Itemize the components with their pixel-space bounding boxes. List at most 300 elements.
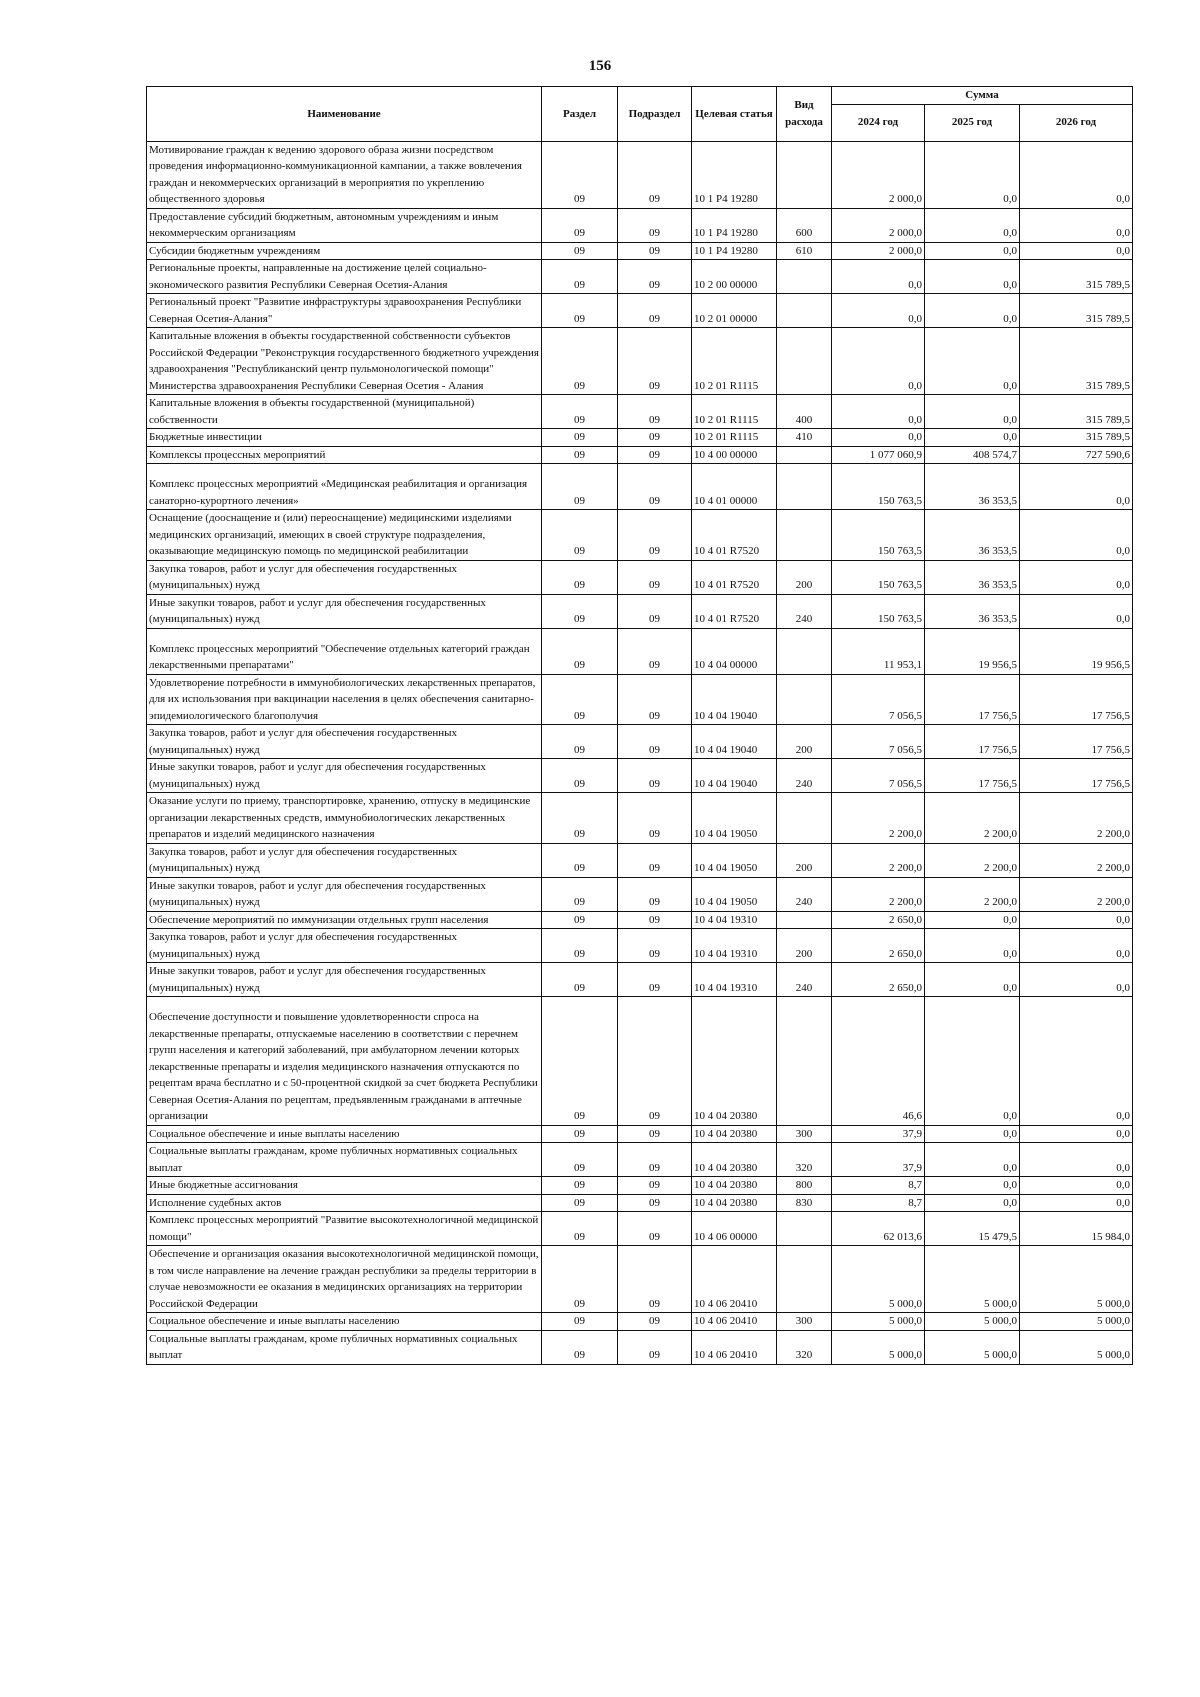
table-row: [147, 1212, 1133, 1246]
row-razdel: 09: [542, 1313, 618, 1331]
row-2024: 62 013,6: [832, 1212, 925, 1246]
row-2024: 0,0: [832, 294, 925, 328]
table-row: [147, 328, 1133, 395]
row-name: Закупка товаров, работ и услуг для обеспечения государственных (муниципальных) нужд: [147, 725, 542, 759]
row-2024: 8,7: [832, 1177, 925, 1195]
row-podrazdel: 09: [618, 1313, 692, 1331]
table-row: [147, 594, 1133, 628]
row-2025: 15 479,5: [925, 1212, 1020, 1246]
table-row: [147, 1313, 1133, 1331]
row-2026: 5 000,0: [1020, 1246, 1133, 1313]
row-razdel: 09: [542, 674, 618, 725]
row-2024: 150 763,5: [832, 560, 925, 594]
row-razdel: 09: [542, 1125, 618, 1143]
row-article: 10 4 04 19040: [692, 759, 777, 793]
row-razdel: 09: [542, 141, 618, 208]
row-article: 10 1 Р4 19280: [692, 141, 777, 208]
row-2024: 0,0: [832, 260, 925, 294]
row-vid: [777, 997, 832, 1126]
row-article: 10 4 04 20380: [692, 1177, 777, 1195]
row-podrazdel: 09: [618, 1330, 692, 1364]
row-2024: 2 200,0: [832, 877, 925, 911]
row-2025: 0,0: [925, 963, 1020, 997]
row-2024: 7 056,5: [832, 759, 925, 793]
row-2026: 0,0: [1020, 997, 1133, 1126]
row-article: 10 2 01 00000: [692, 294, 777, 328]
row-vid: 240: [777, 877, 832, 911]
row-2026: 2 200,0: [1020, 843, 1133, 877]
row-2025: 17 756,5: [925, 674, 1020, 725]
row-vid: [777, 674, 832, 725]
table-row: [147, 260, 1133, 294]
row-2024: 150 763,5: [832, 510, 925, 561]
row-name: Оказание услуги по приему, транспортировке, хранению, отпуску в медицинские организации лекарственных средств, иммунобиологических лекарственных препаратов и изделий медицинского назначения: [147, 793, 542, 844]
row-podrazdel: 09: [618, 294, 692, 328]
table-row: [147, 1194, 1133, 1212]
row-razdel: 09: [542, 294, 618, 328]
row-podrazdel: 09: [618, 208, 692, 242]
row-vid: [777, 510, 832, 561]
row-2025: 0,0: [925, 1125, 1020, 1143]
row-name: Иные закупки товаров, работ и услуг для обеспечения государственных (муниципальных) нужд: [147, 759, 542, 793]
row-vid: [777, 260, 832, 294]
row-vid: 320: [777, 1143, 832, 1177]
row-name: Комплекс процессных мероприятий "Обеспечение отдельных категорий граждан лекарственными препаратами": [147, 628, 542, 674]
row-2026: 315 789,5: [1020, 395, 1133, 429]
row-vid: 300: [777, 1313, 832, 1331]
row-name: Закупка товаров, работ и услуг для обеспечения государственных (муниципальных) нужд: [147, 843, 542, 877]
row-vid: 600: [777, 208, 832, 242]
row-name: Обеспечение доступности и повышение удовлетворенности спроса на лекарственные препараты, отпускаемые населению в соответствии с перечнем групп населения и категорий заболеваний, при амбулаторном лечении которых лекарственные препараты и изделия медицинского назначения отпускаются по рецептам врача бесплатно и с 50-процентной скидкой за счет бюджета Республики Северная Осетия-Алания по рецептам, предъявленным гражданами в аптечные организации: [147, 997, 542, 1126]
row-razdel: 09: [542, 1143, 618, 1177]
row-vid: 300: [777, 1125, 832, 1143]
budget-table: [146, 86, 1133, 1365]
table-row: [147, 759, 1133, 793]
row-vid: 200: [777, 929, 832, 963]
row-razdel: 09: [542, 759, 618, 793]
table-row: [147, 793, 1133, 844]
row-2025: 0,0: [925, 429, 1020, 447]
row-name: Региональные проекты, направленные на достижение целей социально-экономического развития Республики Северная Осетия-Алания: [147, 260, 542, 294]
row-2025: 5 000,0: [925, 1330, 1020, 1364]
row-podrazdel: 09: [618, 1177, 692, 1195]
row-article: 10 4 04 19310: [692, 963, 777, 997]
row-2024: 5 000,0: [832, 1313, 925, 1331]
row-article: 10 1 Р4 19280: [692, 208, 777, 242]
row-2026: 0,0: [1020, 242, 1133, 260]
page-number: 156: [588, 58, 612, 74]
row-vid: [777, 328, 832, 395]
row-2025: 17 756,5: [925, 725, 1020, 759]
header-razdel: Раздел: [542, 87, 618, 142]
row-article: 10 4 06 20410: [692, 1313, 777, 1331]
row-razdel: 09: [542, 725, 618, 759]
row-2026: 2 200,0: [1020, 793, 1133, 844]
row-name: Обеспечение мероприятий по иммунизации отдельных групп населения: [147, 911, 542, 929]
row-vid: 240: [777, 759, 832, 793]
row-2024: 5 000,0: [832, 1330, 925, 1364]
table-row: [147, 1177, 1133, 1195]
row-podrazdel: 09: [618, 464, 692, 510]
row-podrazdel: 09: [618, 328, 692, 395]
row-razdel: 09: [542, 997, 618, 1126]
row-2024: 37,9: [832, 1143, 925, 1177]
row-name: Удовлетворение потребности в иммунобиологических лекарственных препаратов, для их использования при вакцинации населения в целях обеспечения санитарно-эпидемиологического благополучия: [147, 674, 542, 725]
row-2024: 37,9: [832, 1125, 925, 1143]
row-article: 10 4 04 19310: [692, 929, 777, 963]
table-row: [147, 429, 1133, 447]
row-podrazdel: 09: [618, 429, 692, 447]
row-2025: 36 353,5: [925, 464, 1020, 510]
row-2026: 0,0: [1020, 1194, 1133, 1212]
table-row: [147, 510, 1133, 561]
row-2025: 0,0: [925, 1194, 1020, 1212]
row-2026: 0,0: [1020, 1125, 1133, 1143]
row-name: Закупка товаров, работ и услуг для обеспечения государственных (муниципальных) нужд: [147, 560, 542, 594]
row-podrazdel: 09: [618, 628, 692, 674]
header-sum: Сумма: [832, 87, 1133, 105]
row-vid: 200: [777, 560, 832, 594]
row-razdel: 09: [542, 560, 618, 594]
row-razdel: 09: [542, 429, 618, 447]
row-2024: 2 650,0: [832, 963, 925, 997]
row-name: Комплексы процессных мероприятий: [147, 446, 542, 464]
header-podrazdel: Подраздел: [618, 87, 692, 142]
row-podrazdel: 09: [618, 260, 692, 294]
row-2024: 2 000,0: [832, 242, 925, 260]
row-vid: [777, 141, 832, 208]
row-razdel: 09: [542, 1177, 618, 1195]
row-name: Бюджетные инвестиции: [147, 429, 542, 447]
header-vid: Вид расхода: [777, 87, 832, 142]
table-row: [147, 395, 1133, 429]
table-row: [147, 242, 1133, 260]
row-article: 10 4 06 20410: [692, 1330, 777, 1364]
table-header: [147, 87, 1133, 142]
row-name: Комплекс процессных мероприятий "Развитие высокотехнологичной медицинской помощи": [147, 1212, 542, 1246]
row-2026: 727 590,6: [1020, 446, 1133, 464]
row-article: 10 4 04 00000: [692, 628, 777, 674]
row-article: 10 4 00 00000: [692, 446, 777, 464]
row-podrazdel: 09: [618, 594, 692, 628]
row-podrazdel: 09: [618, 963, 692, 997]
row-razdel: 09: [542, 208, 618, 242]
row-2024: 0,0: [832, 429, 925, 447]
row-podrazdel: 09: [618, 141, 692, 208]
row-vid: 240: [777, 963, 832, 997]
row-2025: 0,0: [925, 1177, 1020, 1195]
row-name: Предоставление субсидий бюджетным, автономным учреждениям и иным некоммерческим организациям: [147, 208, 542, 242]
row-2026: 15 984,0: [1020, 1212, 1133, 1246]
row-razdel: 09: [542, 464, 618, 510]
row-razdel: 09: [542, 929, 618, 963]
row-name: Социальные выплаты гражданам, кроме публичных нормативных социальных выплат: [147, 1143, 542, 1177]
row-vid: 200: [777, 725, 832, 759]
table-body: [147, 141, 1133, 1364]
row-podrazdel: 09: [618, 560, 692, 594]
row-2025: 408 574,7: [925, 446, 1020, 464]
row-2024: 0,0: [832, 395, 925, 429]
row-article: 10 4 01 R7520: [692, 560, 777, 594]
row-podrazdel: 09: [618, 843, 692, 877]
row-vid: 410: [777, 429, 832, 447]
row-podrazdel: 09: [618, 759, 692, 793]
row-vid: [777, 793, 832, 844]
row-2025: 5 000,0: [925, 1246, 1020, 1313]
row-2026: 17 756,5: [1020, 759, 1133, 793]
table-row: [147, 843, 1133, 877]
table-row: [147, 208, 1133, 242]
row-2025: 36 353,5: [925, 594, 1020, 628]
row-2026: 0,0: [1020, 510, 1133, 561]
row-2025: 0,0: [925, 260, 1020, 294]
table-row: [147, 997, 1133, 1126]
row-podrazdel: 09: [618, 446, 692, 464]
row-2025: 2 200,0: [925, 793, 1020, 844]
row-2026: 0,0: [1020, 594, 1133, 628]
row-razdel: 09: [542, 877, 618, 911]
row-article: 10 4 04 19040: [692, 674, 777, 725]
table-row: [147, 141, 1133, 208]
row-article: 10 4 04 20380: [692, 1143, 777, 1177]
table-row: [147, 1143, 1133, 1177]
row-razdel: 09: [542, 395, 618, 429]
header-2026: 2026 год: [1020, 104, 1133, 141]
row-podrazdel: 09: [618, 793, 692, 844]
row-2026: 0,0: [1020, 464, 1133, 510]
row-2024: 11 953,1: [832, 628, 925, 674]
table-row: [147, 1246, 1133, 1313]
row-vid: 610: [777, 242, 832, 260]
row-razdel: 09: [542, 963, 618, 997]
row-podrazdel: 09: [618, 1125, 692, 1143]
row-razdel: 09: [542, 793, 618, 844]
row-2025: 19 956,5: [925, 628, 1020, 674]
row-2025: 0,0: [925, 1143, 1020, 1177]
row-razdel: 09: [542, 1246, 618, 1313]
row-razdel: 09: [542, 911, 618, 929]
row-2025: 0,0: [925, 294, 1020, 328]
row-razdel: 09: [542, 1194, 618, 1212]
row-2025: 0,0: [925, 141, 1020, 208]
row-2024: 2 000,0: [832, 208, 925, 242]
row-vid: 800: [777, 1177, 832, 1195]
row-name: Оснащение (дооснащение и (или) переоснащение) медицинскими изделиями медицинских организаций, имеющих в своей структуре подразделения, оказывающие медицинскую помощь по медицинской реабилитации: [147, 510, 542, 561]
row-2025: 2 200,0: [925, 877, 1020, 911]
row-vid: [777, 446, 832, 464]
row-razdel: 09: [542, 242, 618, 260]
table-row: [147, 725, 1133, 759]
row-podrazdel: 09: [618, 674, 692, 725]
row-name: Социальное обеспечение и иные выплаты населению: [147, 1125, 542, 1143]
row-article: 10 4 04 19040: [692, 725, 777, 759]
row-2026: 0,0: [1020, 911, 1133, 929]
row-2026: 5 000,0: [1020, 1313, 1133, 1331]
row-2024: 7 056,5: [832, 674, 925, 725]
table-row: [147, 628, 1133, 674]
row-article: 10 4 01 00000: [692, 464, 777, 510]
row-razdel: 09: [542, 1212, 618, 1246]
table-row: [147, 1330, 1133, 1364]
row-podrazdel: 09: [618, 242, 692, 260]
row-2026: 315 789,5: [1020, 260, 1133, 294]
row-name: Иные бюджетные ассигнования: [147, 1177, 542, 1195]
row-2025: 0,0: [925, 328, 1020, 395]
row-2024: 2 200,0: [832, 793, 925, 844]
row-2024: 1 077 060,9: [832, 446, 925, 464]
row-name: Субсидии бюджетным учреждениям: [147, 242, 542, 260]
row-article: 10 4 06 00000: [692, 1212, 777, 1246]
row-razdel: 09: [542, 628, 618, 674]
row-2024: 7 056,5: [832, 725, 925, 759]
row-2026: 315 789,5: [1020, 328, 1133, 395]
row-2026: 0,0: [1020, 560, 1133, 594]
row-razdel: 09: [542, 260, 618, 294]
row-2025: 5 000,0: [925, 1313, 1020, 1331]
row-name: Исполнение судебных актов: [147, 1194, 542, 1212]
row-article: 10 4 04 19050: [692, 877, 777, 911]
row-podrazdel: 09: [618, 911, 692, 929]
row-podrazdel: 09: [618, 1143, 692, 1177]
row-article: 10 4 06 20410: [692, 1246, 777, 1313]
row-2024: 2 650,0: [832, 929, 925, 963]
row-2024: 0,0: [832, 328, 925, 395]
row-name: Социальные выплаты гражданам, кроме публичных нормативных социальных выплат: [147, 1330, 542, 1364]
row-article: 10 2 00 00000: [692, 260, 777, 294]
row-name: Капитальные вложения в объекты государственной (муниципальной) собственности: [147, 395, 542, 429]
row-2026: 0,0: [1020, 929, 1133, 963]
row-2024: 46,6: [832, 997, 925, 1126]
row-vid: [777, 294, 832, 328]
row-2026: 0,0: [1020, 141, 1133, 208]
table-row: [147, 911, 1133, 929]
row-name: Иные закупки товаров, работ и услуг для обеспечения государственных (муниципальных) нужд: [147, 877, 542, 911]
row-podrazdel: 09: [618, 510, 692, 561]
row-article: 10 4 04 20380: [692, 997, 777, 1126]
row-article: 10 4 04 20380: [692, 1194, 777, 1212]
header-article: Целевая статья: [692, 87, 777, 142]
row-article: 10 4 04 19050: [692, 793, 777, 844]
row-2025: 0,0: [925, 997, 1020, 1126]
row-2026: 315 789,5: [1020, 294, 1133, 328]
row-article: 10 2 01 R1115: [692, 395, 777, 429]
row-name: Иные закупки товаров, работ и услуг для обеспечения государственных (муниципальных) нужд: [147, 594, 542, 628]
row-article: 10 4 01 R7520: [692, 594, 777, 628]
row-2024: 2 650,0: [832, 911, 925, 929]
row-name: Мотивирование граждан к ведению здорового образа жизни посредством проведения информационно-коммуникационной кампании, а также вовлечения граждан и некоммерческих организаций в мероприятия по укреплению общественного здоровья: [147, 141, 542, 208]
row-2026: 19 956,5: [1020, 628, 1133, 674]
row-2026: 0,0: [1020, 963, 1133, 997]
row-2025: 36 353,5: [925, 510, 1020, 561]
row-2024: 2 000,0: [832, 141, 925, 208]
row-razdel: 09: [542, 510, 618, 561]
row-razdel: 09: [542, 328, 618, 395]
header-2025: 2025 год: [925, 104, 1020, 141]
row-vid: [777, 1246, 832, 1313]
row-razdel: 09: [542, 1330, 618, 1364]
row-2024: 5 000,0: [832, 1246, 925, 1313]
row-2026: 0,0: [1020, 1177, 1133, 1195]
row-razdel: 09: [542, 594, 618, 628]
row-article: 10 2 01 R1115: [692, 429, 777, 447]
row-2026: 315 789,5: [1020, 429, 1133, 447]
table-row: [147, 674, 1133, 725]
row-podrazdel: 09: [618, 725, 692, 759]
row-article: 10 4 04 19310: [692, 911, 777, 929]
row-podrazdel: 09: [618, 395, 692, 429]
row-2025: 0,0: [925, 242, 1020, 260]
row-name: Капитальные вложения в объекты государственной собственности субъектов Российской Федерации "Реконструкция государственного бюджетного учреждения здравоохранения "Республиканский центр пульмонологической помощи" Министерства здравоохранения Республики Северная Осетия - Алания: [147, 328, 542, 395]
row-podrazdel: 09: [618, 929, 692, 963]
row-article: 10 4 04 20380: [692, 1125, 777, 1143]
row-podrazdel: 09: [618, 877, 692, 911]
row-razdel: 09: [542, 446, 618, 464]
row-2024: 150 763,5: [832, 464, 925, 510]
table-row: [147, 1125, 1133, 1143]
row-2026: 2 200,0: [1020, 877, 1133, 911]
row-podrazdel: 09: [618, 997, 692, 1126]
row-vid: 830: [777, 1194, 832, 1212]
table-row: [147, 446, 1133, 464]
row-2025: 2 200,0: [925, 843, 1020, 877]
row-2026: 0,0: [1020, 1143, 1133, 1177]
row-vid: [777, 1212, 832, 1246]
table-row: [147, 877, 1133, 911]
row-2024: 2 200,0: [832, 843, 925, 877]
row-name: Закупка товаров, работ и услуг для обеспечения государственных (муниципальных) нужд: [147, 929, 542, 963]
header-name: Наименование: [147, 87, 542, 142]
table-row: [147, 294, 1133, 328]
row-vid: 240: [777, 594, 832, 628]
row-article: 10 4 01 R7520: [692, 510, 777, 561]
row-podrazdel: 09: [618, 1194, 692, 1212]
row-2025: 0,0: [925, 208, 1020, 242]
row-name: Комплекс процессных мероприятий «Медицинская реабилитация и организация санаторно-курортного лечения»: [147, 464, 542, 510]
row-podrazdel: 09: [618, 1246, 692, 1313]
row-2025: 17 756,5: [925, 759, 1020, 793]
row-2025: 0,0: [925, 395, 1020, 429]
row-razdel: 09: [542, 843, 618, 877]
row-2025: 0,0: [925, 929, 1020, 963]
row-vid: [777, 911, 832, 929]
row-article: 10 4 04 19050: [692, 843, 777, 877]
row-name: Иные закупки товаров, работ и услуг для обеспечения государственных (муниципальных) нужд: [147, 963, 542, 997]
row-vid: 400: [777, 395, 832, 429]
row-2026: 17 756,5: [1020, 674, 1133, 725]
row-vid: 200: [777, 843, 832, 877]
row-article: 10 1 Р4 19280: [692, 242, 777, 260]
row-2025: 0,0: [925, 911, 1020, 929]
row-podrazdel: 09: [618, 1212, 692, 1246]
row-2024: 8,7: [832, 1194, 925, 1212]
row-2026: 0,0: [1020, 208, 1133, 242]
table-row: [147, 560, 1133, 594]
row-2026: 17 756,5: [1020, 725, 1133, 759]
row-2025: 36 353,5: [925, 560, 1020, 594]
table-row: [147, 464, 1133, 510]
table-row: [147, 963, 1133, 997]
header-2024: 2024 год: [832, 104, 925, 141]
row-name: Региональный проект "Развитие инфраструктуры здравоохранения Республики Северная Осетия-Алания": [147, 294, 542, 328]
row-name: Обеспечение и организация оказания высокотехнологичной медицинской помощи, в том числе направление на лечение граждан республики за пределы территории в случае невозможности ее оказания в медицинских организациях на территории Российской Федерации: [147, 1246, 542, 1313]
row-vid: [777, 464, 832, 510]
row-vid: 320: [777, 1330, 832, 1364]
row-article: 10 2 01 R1115: [692, 328, 777, 395]
row-2024: 150 763,5: [832, 594, 925, 628]
row-name: Социальное обеспечение и иные выплаты населению: [147, 1313, 542, 1331]
row-vid: [777, 628, 832, 674]
table-row: [147, 929, 1133, 963]
